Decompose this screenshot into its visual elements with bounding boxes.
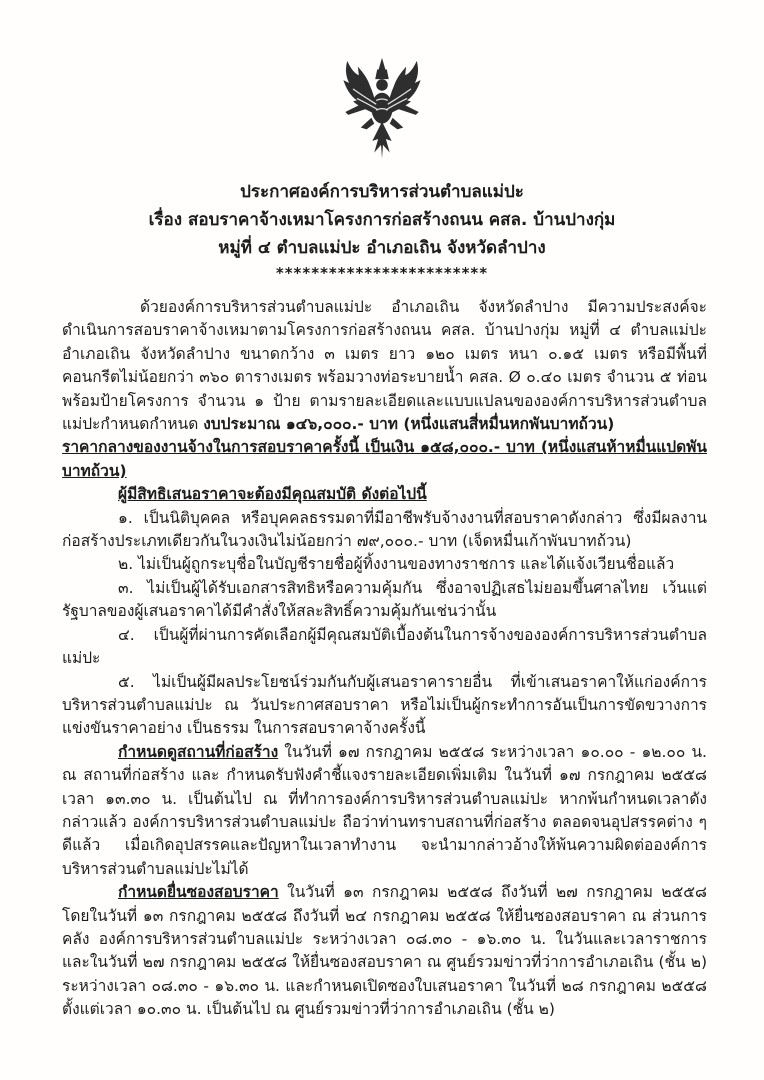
submission-heading: กำหนดยื่นซองสอบราคา <box>118 883 279 902</box>
budget-amount-text: งบประมาณ ๑๔๖,๐๐๐.- บาท (หนึ่งแสนสี่หมื่นหกพันบาทถ้วน) <box>203 415 615 434</box>
site-visit-paragraph <box>62 741 707 881</box>
document-header <box>0 178 764 284</box>
emblem-container <box>0 0 764 168</box>
intro-text: ด้วยองค์การบริหารส่วนตำบลแม่ปะ อำเภอเถิน จังหวัดลำปาง มีความประสงค์จะดำเนินการสอบราคาจ้างเหมาตามโครงการก่อสร้างถนน คสล. บ้านปางกุ่ม หมู่ที่ ๔ ตำบลแม่ปะ อำเภอเถิน จังหวัดลำปาง ขนาดกว้าง ๓ เมตร ยาว ๑๒๐ เมตร หนา ๐.๑๕ เมตร หรือมีพื้นที่คอนกรีตไม่น้อยกว่า ๓๖๐ ตารางเมตร พร้อมวางท่อระบายน้ำ คสล. Ø ๐.๔๐ เมตร จำนวน ๕ ท่อน พร้อมป้ายโครงการ จำนวน ๑ ป้าย ตามรายละเอียดและแบบแปลนขององค์การบริหารส่วนตำบลแม่ปะกำหนดกำหนด <box>62 298 707 434</box>
qualification-item-5: ๕. ไม่เป็นผู้มีผลประโยชน์ร่วมกันกับผู้เสนอราคารายอื่น ที่เข้าเสนอราคาให้แก่องค์การบริหารส่วนตำบลแม่ปะ ณ วันประกาศสอบราคา หรือไม่เป็นผู้กระทำการอันเป็นการขัดขวางการแข่งขันราคาอย่าง เป็นธรรม ในการสอบราคาจ้างครั้งนี้ <box>62 672 707 738</box>
announcement-org-line: ประกาศองค์การบริหารส่วนตำบลแม่ปะ <box>240 182 524 202</box>
qualifications-heading <box>62 483 707 506</box>
site-visit-text: ในวันที่ ๑๗ กรกฎาคม ๒๕๕๘ ระหว่างเวลา ๑๐.๐๐ - ๑๒.๐๐ น. ณ สถานที่ก่อสร้าง และ กำหนดรับฟังคำชี้แจงรายละเอียดเพิ่มเติม ในวันที่ ๑๗ กรกฎาคม ๒๕๕๘ เวลา ๑๓.๓๐ น. เป็นต้นไป ณ ที่ทำการองค์การบริหารส่วนตำบลแม่ปะ หากพ้นกำหนดเวลาดังกล่าวแล้ว องค์การบริหารส่วนตำบลแม่ปะ ถือว่าท่านทราบสถานที่ก่อสร้าง ตลอดจนอุปสรรคต่าง ๆ ดีแล้ว เมื่อเกิดอุปสรรคและปัญหาในเวลาทำงาน จะนำมากล่าวอ้างให้พ้นความผิดต่อองค์การบริหารส่วนตำบลแม่ปะไม่ได้ <box>62 742 707 878</box>
qualifications-heading-text: ผู้มีสิทธิเสนอราคาจะต้องมีคุณสมบัติ ดังต่อไปนี้ <box>118 485 427 504</box>
star-divider: ************************ <box>275 264 489 282</box>
garuda-emblem-icon <box>324 56 440 168</box>
intro-paragraph <box>62 296 707 436</box>
announcement-subject-line: เรื่อง สอบราคาจ้างเหมาโครงการก่อสร้างถนน คสล. บ้านปางกุ่ม <box>148 210 616 230</box>
site-visit-heading: กำหนดดูสถานที่ก่อสร้าง <box>118 742 279 761</box>
announcement-location-line: หมู่ที่ ๔ ตำบลแม่ปะ อำเภอเถิน จังหวัดลำปาง <box>218 238 546 258</box>
qualification-item-1: ๑. เป็นนิติบุคคล หรือบุคคลธรรมดาที่มีอาชีพรับจ้างงานที่สอบราคาดังกล่าว ซึ่งมีผลงานก่อสร้างประเภทเดียวกันในวงเงินไม่น้อยกว่า ๗๙,๐๐๐.- บาท (เจ็ดหมื่นเก้าพันบาทถ้วน) <box>62 508 707 551</box>
qualification-item-2: ๒. ไม่เป็นผู้ถูกระบุชื่อในบัญชีรายชื่อผู้ทิ้งงานของทางราชการ และได้แจ้งเวียนชื่อแล้ว <box>118 555 675 574</box>
median-price-paragraph: ราคากลางของงานจ้างในการสอบราคาครั้งนี้ เป็นเงิน ๑๕๘,๐๐๐.- บาท (หนึ่งแสนห้าหมื่นแปดพันบาทถ้วน) <box>62 438 707 480</box>
document-body <box>62 296 707 1022</box>
submission-text: ในวันที่ ๑๓ กรกฎาคม ๒๕๕๘ ถึงวันที่ ๒๗ กรกฎาคม ๒๕๕๘ โดยในวันที่ ๑๓ กรกฎาคม ๒๕๕๘ ถึงวันที่ ๒๔ กรกฎาคม ๒๕๕๘ ให้ยื่นซองสอบราคา ณ ส่วนการคลัง องค์การบริหารส่วนตำบลแม่ปะ ระหว่างเวลา ๐๘.๓๐ - ๑๖.๓๐ น. ในวันและเวลาราชการ และในวันที่ ๒๗ กรกฎาคม ๒๕๕๘ ให้ยื่นซองสอบราคา ณ ศูนย์รวมข่าวที่ว่าการอำเภอเถิน (ชั้น ๒) ระหว่างเวลา ๐๘.๓๐ - ๑๖.๓๐ น. และกำหนดเปิดซองใบเสนอราคา ในวันที่ ๒๘ กรกฎาคม ๒๕๕๘ ตั้งแต่เวลา ๑๐.๓๐ น. เป็นต้นไป ณ ศูนย์รวมข่าวที่ว่าการอำเภอเถิน (ชั้น ๒) <box>62 883 707 1019</box>
qualification-item-4: ๔. เป็นผู้ที่ผ่านการคัดเลือกผู้มีคุณสมบัติเบื้องต้นในการจ้างขององค์การบริหารส่วนตำบลแม่ปะ <box>62 625 707 668</box>
qualification-item-3: ๓. ไม่เป็นผู้ได้รับเอกสารสิทธิหรือความคุ้มกัน ซึ่งอาจปฏิเสธไม่ยอมขึ้นศาลไทย เว้นแต่รัฐบาลของผู้เสนอราคาได้มีคำสั่งให้สละสิทธิ์ความคุ้มกันเช่นว่านั้น <box>62 578 707 621</box>
submission-paragraph <box>62 881 707 1021</box>
